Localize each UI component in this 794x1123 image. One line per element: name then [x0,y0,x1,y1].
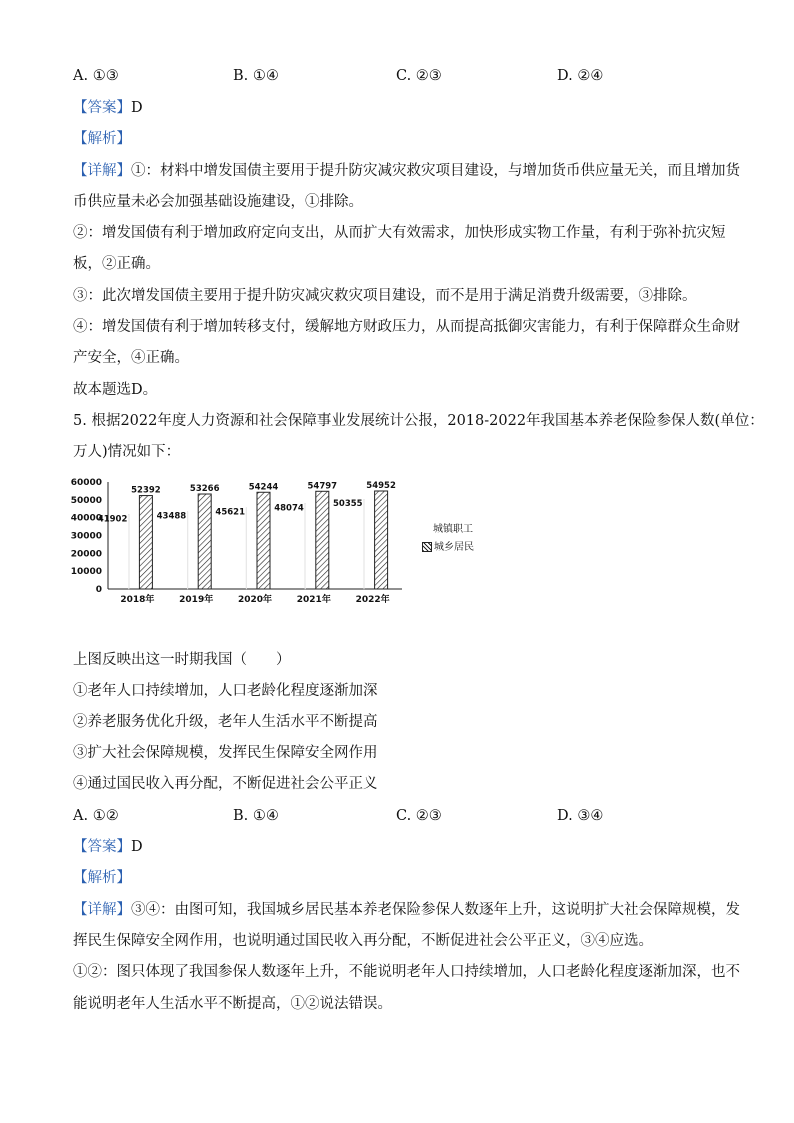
data-label-urban-rural-residents: 54797 [307,481,338,492]
detail-tag: 【详解】 [73,902,131,918]
bar-urban-rural-residents [139,496,152,589]
y-tick-label: 60000 [70,478,102,488]
y-tick-label: 30000 [70,531,102,542]
q5-detail-line-2: 挥民生保障安全网作用，也说明通过国民收入再分配，不断促进社会公平正义，③④应选。 [73,933,653,949]
q4-conclusion: 故本题选D。 [73,382,158,398]
answer-tag: 【答案】 [73,100,131,116]
q5-answer [73,837,143,857]
q4-detail-line-4: 板，②正确。 [73,256,160,272]
answer-value: D [131,839,143,855]
x-tick-label: 2019年 [179,595,214,605]
q4-detail-line-6: ④：增发国债有利于增加转移支付，缓解地方财政压力，从而提高抵御灾害能力，有利于保障群众生命财 [73,319,740,335]
data-label-urban-employees: 41902 [97,514,128,525]
y-tick-label: 10000 [70,567,102,578]
q5-statement-4: ④通过国民收入再分配，不断促进社会公平正义 [73,776,378,792]
q5-question: 上图反映出这一时期我国（ ） [73,652,291,668]
q5-statement-3: ③扩大社会保障规模，发挥民生保障安全网作用 [73,745,378,761]
q4-option-a: A. ①③ [73,68,119,84]
q4-analysis-tag: 【解析】 [73,131,131,147]
q4-detail-line-2: 币供应量未必会加强基础设施建设，①排除。 [73,194,363,210]
data-label-urban-employees: 48074 [274,503,304,514]
y-tick-label: 50000 [70,495,102,506]
q5-statement-1: ①老年人口持续增加，人口老龄化程度逐渐加深 [73,683,378,699]
answer-tag: 【答案】 [73,839,131,855]
data-label-urban-rural-residents: 54244 [248,482,279,493]
q4-detail-line-1 [73,161,740,181]
q5-detail-line-4: 能说明老年人生活水平不断提高，①②说法错误。 [73,996,392,1012]
q4-detail-line-3: ②：增发国债有利于增加政府定向支出，从而扩大有效需求，加快形成实物工作量，有利于弥补抗灾短 [73,225,726,241]
data-label-urban-employees: 43488 [156,511,187,522]
data-label-urban-employees: 50355 [333,499,363,510]
bar-urban-rural-residents [375,491,388,589]
q5-stem-line-2: 万人)情况如下： [73,444,181,460]
legend-item-urban-employees [433,520,473,535]
q5-analysis-tag: 【解析】 [73,870,131,886]
q5-detail-line-1 [73,900,740,920]
bar-urban-employees [187,511,188,589]
q4-detail-line-7: 产安全，④正确。 [73,350,189,366]
q5-option-b: B. ①④ [233,808,279,824]
bar-urban-rural-residents [198,494,211,589]
data-label-urban-rural-residents: 54952 [366,481,396,492]
data-label-urban-rural-residents: 52392 [131,485,161,496]
q4-option-c: C. ②③ [396,68,442,84]
detail-text: ③④：由图可知，我国城乡居民基本养老保险参保人数逐年上升，这说明扩大社会保障规模，发 [131,902,740,918]
bar-urban-employees [364,499,365,589]
q4-detail-line-5: ③：此次增发国债主要用于提升防灾减灾救灾项目建设，而不是用于满足消费升级需要，③排除。 [73,288,697,304]
q5-option-d: D. ③④ [557,808,604,824]
x-tick-label: 2018年 [120,595,155,605]
q4-option-b: B. ①④ [233,68,279,84]
bar-urban-rural-residents [316,491,329,589]
legend-swatch-icon [422,542,432,552]
bar-urban-employees [246,508,247,589]
bar-urban-employees [305,503,306,589]
data-label-urban-rural-residents: 53266 [189,484,220,495]
x-tick-label: 2020年 [237,595,273,605]
x-tick-label: 2021年 [296,595,331,605]
detail-text: ①：材料中增发国债主要用于提升防灾减灾救灾项目建设，与增加货币供应量无关，而且增加货 [131,163,740,179]
bar-urban-employees [128,514,129,589]
q5-detail-line-3: ①②：图只体现了我国参保人数逐年上升，不能说明老年人口持续增加，人口老龄化程度逐渐加深，也不 [73,964,740,980]
q5-option-c: C. ②③ [396,808,442,824]
q4-option-d: D. ②④ [557,68,604,84]
y-tick-label: 20000 [70,549,102,560]
answer-value: D [131,100,143,116]
q5-option-a: A. ①② [73,808,119,824]
bar-chart [60,470,480,610]
legend-text: 城乡居民 [434,542,474,553]
x-tick-label: 2022年 [355,595,390,605]
legend-text: 城镇职工 [433,524,473,535]
detail-tag: 【详解】 [73,163,131,179]
q5-statement-2: ②养老服务优化升级，老年人生活水平不断提高 [73,714,378,730]
y-tick-label: 40000 [70,513,102,524]
y-tick-label: 0 [95,585,102,595]
bar-urban-rural-residents [257,492,270,589]
data-label-urban-employees: 45621 [215,507,245,518]
q5-stem-line-1: 5. 根据2022年度人力资源和社会保障事业发展统计公报，2018-2022年我国基本养老保险参保人数(单位： [73,413,764,429]
legend-item-urban-rural-residents [422,538,474,553]
q4-answer [73,98,143,118]
